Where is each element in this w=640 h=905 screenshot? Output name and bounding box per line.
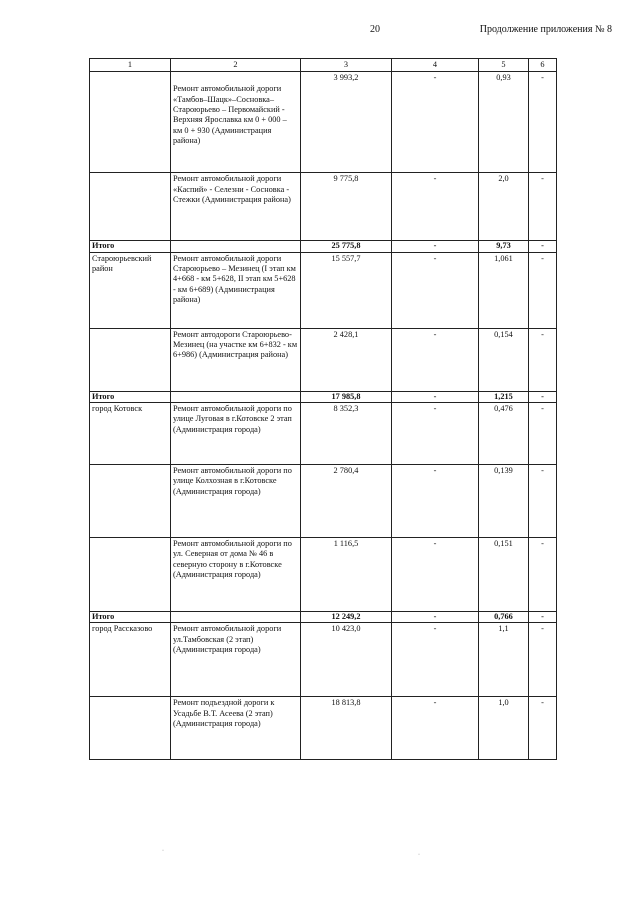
col-header-2: 2 xyxy=(171,59,301,72)
col-header-6: 6 xyxy=(529,59,557,72)
table-row xyxy=(90,403,557,465)
total-row xyxy=(90,612,557,623)
col4-cell: - xyxy=(392,328,479,391)
length-cell: 0,151 xyxy=(479,538,529,612)
description-cell: Ремонт автомобильной дороги по ул. Северная от дома № 46 в северную сторону в г.Котовске (Администрация города) xyxy=(171,538,301,612)
district-cell xyxy=(90,72,171,173)
table-row xyxy=(90,538,557,612)
col6-cell: - xyxy=(529,252,557,328)
table-row xyxy=(90,252,557,328)
col4-cell: - xyxy=(392,252,479,328)
scan-speck: · xyxy=(162,848,164,854)
total-length: 9,73 xyxy=(479,241,529,252)
district-cell xyxy=(90,697,171,760)
total-label: Итого xyxy=(90,391,171,402)
total-label: Итого xyxy=(90,241,171,252)
total-row xyxy=(90,241,557,252)
district-cell: Староюрьевский район xyxy=(90,252,171,328)
col4-cell: - xyxy=(392,465,479,538)
district-cell: город Рассказово xyxy=(90,623,171,697)
table-row xyxy=(90,173,557,241)
description-cell: Ремонт автомобильной дороги по улице Колхозная в г.Котовске (Администрация города) xyxy=(171,465,301,538)
total-col4: - xyxy=(392,612,479,623)
continuation-label: Продолжение приложения № 8 xyxy=(479,24,612,35)
amount-cell: 1 116,5 xyxy=(301,538,392,612)
length-cell: 2,0 xyxy=(479,173,529,241)
total-col4: - xyxy=(392,391,479,402)
col6-cell: - xyxy=(529,538,557,612)
amount-cell: 3 993,2 xyxy=(301,72,392,173)
col4-cell: - xyxy=(392,538,479,612)
col6-cell: - xyxy=(529,403,557,465)
col6-cell: - xyxy=(529,465,557,538)
col6-cell: - xyxy=(529,173,557,241)
col-header-3: 3 xyxy=(301,59,392,72)
amount-cell: 10 423,0 xyxy=(301,623,392,697)
total-empty-cell xyxy=(171,391,301,402)
district-cell xyxy=(90,465,171,538)
length-cell: 0,93 xyxy=(479,72,529,173)
amount-cell: 2 780,4 xyxy=(301,465,392,538)
description-cell: Ремонт автомобильной дороги ул.Тамбовская (2 этап) (Администрация города) xyxy=(171,623,301,697)
total-col6: - xyxy=(529,391,557,402)
table-row xyxy=(90,465,557,538)
length-cell: 0,154 xyxy=(479,328,529,391)
description-cell: Ремонт подъездной дороги к Усадьбе В.Т. Асеева (2 этап) (Администрация города) xyxy=(171,697,301,760)
amount-cell: 8 352,3 xyxy=(301,403,392,465)
amount-cell: 9 775,8 xyxy=(301,173,392,241)
col6-cell: - xyxy=(529,72,557,173)
table-row xyxy=(90,623,557,697)
amount-cell: 18 813,8 xyxy=(301,697,392,760)
col-header-4: 4 xyxy=(392,59,479,72)
total-empty-cell xyxy=(171,612,301,623)
col4-cell: - xyxy=(392,173,479,241)
table-row xyxy=(90,72,557,173)
length-cell: 1,1 xyxy=(479,623,529,697)
total-amount: 17 985,8 xyxy=(301,391,392,402)
appendix-table xyxy=(89,58,557,760)
length-cell: 0,139 xyxy=(479,465,529,538)
description-cell: Ремонт автомобильной дороги «Каспий» - Селезни - Сосновка - Стежки (Администрация района) xyxy=(171,173,301,241)
table-row xyxy=(90,697,557,760)
column-number-row xyxy=(90,59,557,72)
total-row xyxy=(90,391,557,402)
total-empty-cell xyxy=(171,241,301,252)
total-length: 1,215 xyxy=(479,391,529,402)
page-number: 20 xyxy=(370,24,380,35)
col4-cell: - xyxy=(392,403,479,465)
total-col6: - xyxy=(529,241,557,252)
col-header-1: 1 xyxy=(90,59,171,72)
col4-cell: - xyxy=(392,623,479,697)
length-cell: 1,0 xyxy=(479,697,529,760)
description-cell: Ремонт автодороги Староюрьево-Мезинец (на участке км 6+832 - км 6+986) (Администрация района) xyxy=(171,328,301,391)
district-cell xyxy=(90,538,171,612)
description-cell: Ремонт автомобильной дороги Староюрьево – Мезинец (I этап км 4+668 - км 5+628, II этап км 5+628 - км 6+689) (Администрация района) xyxy=(171,252,301,328)
amount-cell: 15 557,7 xyxy=(301,252,392,328)
total-amount: 12 249,2 xyxy=(301,612,392,623)
description-cell: Ремонт автомобильной дороги по улице Луговая в г.Котовске 2 этап (Администрация города) xyxy=(171,403,301,465)
amount-cell: 2 428,1 xyxy=(301,328,392,391)
total-col6: - xyxy=(529,612,557,623)
district-cell: город Котовск xyxy=(90,403,171,465)
table-row xyxy=(90,328,557,391)
district-cell xyxy=(90,328,171,391)
total-length: 0,766 xyxy=(479,612,529,623)
length-cell: 0,476 xyxy=(479,403,529,465)
district-cell xyxy=(90,173,171,241)
total-col4: - xyxy=(392,241,479,252)
scan-speck: · xyxy=(418,852,420,858)
description-cell: Ремонт автомобильной дороги «Тамбов–Шацк»–Сосновка–Староюрьево – Первомайский - Верхняя Ярославка км 0 + 000 – км 0 + 930 (Администрация района) xyxy=(171,72,301,173)
col6-cell: - xyxy=(529,328,557,391)
length-cell: 1,061 xyxy=(479,252,529,328)
total-amount: 25 775,8 xyxy=(301,241,392,252)
col-header-5: 5 xyxy=(479,59,529,72)
col6-cell: - xyxy=(529,697,557,760)
total-label: Итого xyxy=(90,612,171,623)
col6-cell: - xyxy=(529,623,557,697)
col4-cell: - xyxy=(392,697,479,760)
col4-cell: - xyxy=(392,72,479,173)
